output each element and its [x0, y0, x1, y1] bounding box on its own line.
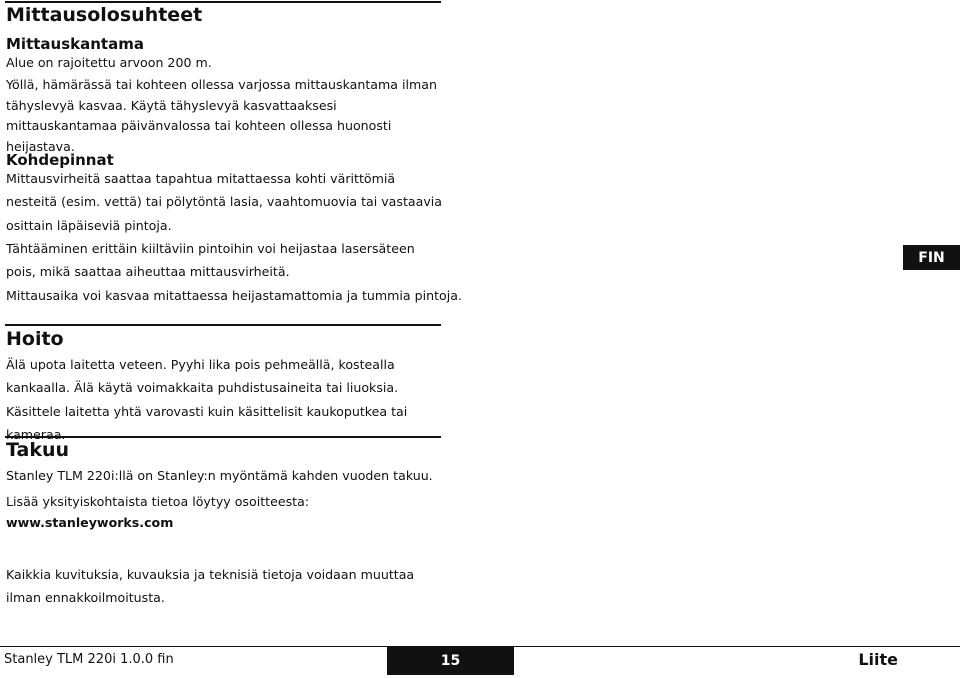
paragraph-measuring-time: Mittausaika voi kasvaa mitattaessa heijastamattomia ja tummia pintoja.: [6, 288, 462, 303]
paragraph-target-surfaces: Mittausvirheitä saattaa tapahtua mitattaessa kohti värittömiä nesteitä (esim. vettä) tai pölytöntä lasia, vaahtomuovia tai vastaavia osittain läpäiseviä pintoja.: [6, 171, 443, 233]
heading-hoito: Hoito: [6, 328, 64, 350]
paragraph-care: Älä upota laitetta veteen. Pyyhi lika pois pehmeällä, kostealla kankaalla. Älä käytä voimakkaita puhdistusaineita tai liuoksia. Käsittele laitetta yhtä varovasti kuin käsittelisit kaukoputkea tai kameraa.: [6, 357, 408, 442]
heading-takuu: Takuu: [6, 439, 70, 461]
language-tab-fin: FIN: [903, 245, 960, 270]
paragraph-range-limit: Alue on rajoitettu arvoon 200 m.: [6, 55, 212, 70]
heading-mittausolosuhteet: Mittausolosuhteet: [6, 4, 203, 26]
paragraph-more-info: Lisää yksityiskohtaista tietoa löytyy osoitteesta:: [6, 494, 310, 509]
paragraph-glossy-surfaces: Tähtääminen erittäin kiiltäviin pintoihin voi heijastaa lasersäteen pois, mikä saattaa aiheuttaa mittausvirheitä.: [6, 241, 415, 280]
footer-document-id: Stanley TLM 220i 1.0.0 fin: [4, 652, 174, 667]
website-link[interactable]: www.stanleyworks.com: [6, 515, 174, 530]
paragraph-range-info: Yöllä, hämärässä tai kohteen ollessa varjossa mittauskantama ilman tähyslevyä kasvaa. Käytä tähyslevyä kasvattaaksesi mittauskantamaa päivänvalossa tai kohteen ollessa huonosti heijastava.: [6, 77, 437, 154]
paragraph-disclaimer: Kaikkia kuvituksia, kuvauksia ja teknisiä tietoja voidaan muuttaa ilman ennakkoilmoitusta.: [6, 567, 415, 606]
section-rule-mittausolosuhteet: [5, 1, 441, 3]
subheading-kohdepinnat: Kohdepinnat: [6, 151, 114, 169]
subheading-mittauskantama: Mittauskantama: [6, 35, 144, 53]
footer-section-name: Liite: [858, 650, 898, 669]
section-rule-takuu: [5, 436, 441, 438]
section-rule-hoito: [5, 324, 441, 326]
page-number: 15: [387, 647, 514, 675]
paragraph-warranty: Stanley TLM 220i:llä on Stanley:n myöntämä kahden vuoden takuu.: [6, 468, 433, 483]
